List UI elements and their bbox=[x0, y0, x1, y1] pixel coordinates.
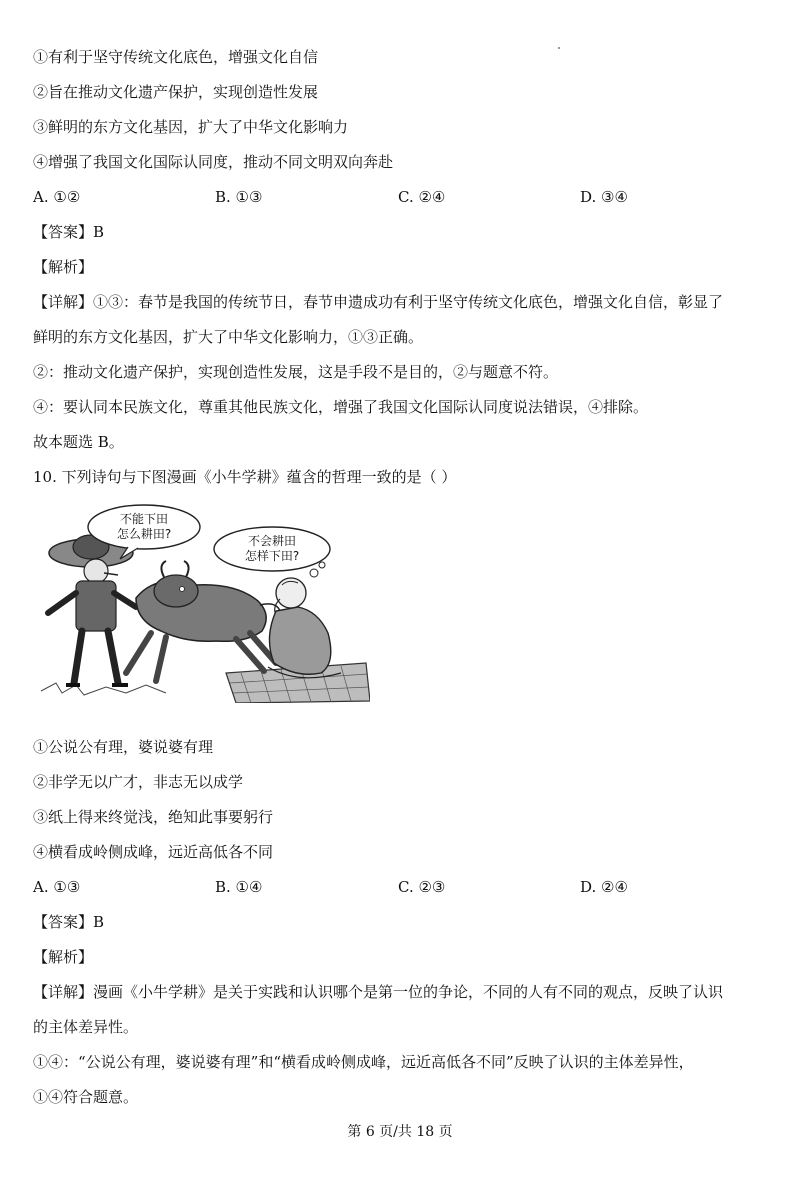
calf-figure bbox=[126, 561, 280, 681]
q9-option-b: B. ①③ bbox=[215, 188, 263, 206]
speech-bubble-right bbox=[214, 527, 330, 571]
scan-speck bbox=[558, 47, 560, 49]
q10-detail-line-3: ①④：“公说公有理，婆说婆有理”和“横看成岭侧成峰，远近高低各不同”反映了认识的主体差异性， bbox=[33, 1053, 694, 1071]
q9-detail-line-2: 鲜明的东方文化基因，扩大了中华文化影响力，①③正确。 bbox=[33, 328, 424, 346]
q10-statement-1: ①公说公有理，婆说婆有理 bbox=[33, 738, 214, 756]
old-man-figure bbox=[268, 578, 341, 678]
page-footer: 第 6 页/共 18 页 bbox=[347, 1124, 453, 1140]
q10-statement-4: ④横看成岭侧成峰，远近高低各不同 bbox=[33, 843, 274, 861]
bubble-right-line-1: 不会耕田 bbox=[247, 534, 297, 548]
q9-detail-line-1: 【详解】①③：春节是我国的传统节日，春节申遗成功有利于坚守传统文化底色，增强文化自信，彰显了 bbox=[33, 293, 724, 311]
q9-option-c: C. ②④ bbox=[398, 188, 446, 206]
q9-detail-line-3: ②：推动文化遗产保护，实现创造性发展，这是手段不是目的，②与题意不符。 bbox=[33, 363, 559, 381]
grass bbox=[41, 683, 166, 695]
q9-option-d: D. ③④ bbox=[580, 188, 628, 206]
q10-statement-3: ③纸上得来终觉浅，绝知此事要躬行 bbox=[33, 808, 274, 826]
q10-detail-line-1: 【详解】漫画《小牛学耕》是关于实践和认识哪个是第一位的争论，不同的人有不同的观点，反映了认识 bbox=[33, 983, 724, 1001]
q10-option-d: D. ②④ bbox=[580, 878, 628, 896]
q9-statement-2: ②旨在推动文化遗产保护，实现创造性发展 bbox=[33, 83, 319, 101]
q10-option-c: C. ②③ bbox=[398, 878, 446, 896]
cartoon-xiaoniu-xuegeng bbox=[36, 503, 370, 703]
q10-option-a: A. ①③ bbox=[33, 878, 81, 896]
q10-statement-2: ②非学无以广才，非志无以成学 bbox=[33, 773, 244, 791]
q9-statement-4: ④增强了我国文化国际认同度，推动不同文明双向奔赴 bbox=[33, 153, 394, 171]
q9-answer: 【答案】B bbox=[33, 223, 105, 241]
bubble-left-line-2: 怎么耕田? bbox=[116, 527, 172, 541]
q9-conclusion: 故本题选 B。 bbox=[33, 433, 124, 451]
farmer-head bbox=[84, 559, 108, 583]
q10-detail-line-2: 的主体差异性。 bbox=[33, 1018, 139, 1036]
farmer-body bbox=[76, 581, 116, 631]
q10-option-b: B. ①④ bbox=[215, 878, 263, 896]
thought-dot bbox=[310, 569, 318, 577]
q9-option-a: A. ①② bbox=[33, 188, 81, 206]
q10-answer: 【答案】B bbox=[33, 913, 105, 931]
q10-detail-line-4: ①④符合题意。 bbox=[33, 1088, 139, 1106]
q9-statement-1: ①有利于坚守传统文化底色，增强文化自信 bbox=[33, 48, 319, 66]
thought-dot bbox=[319, 562, 325, 568]
q9-statement-3: ③鲜明的东方文化基因，扩大了中华文化影响力 bbox=[33, 118, 349, 136]
calf-head bbox=[154, 575, 198, 607]
q9-detail-line-4: ④：要认同本民族文化，尊重其他民族文化，增强了我国文化国际认同度说法错误，④排除。 bbox=[33, 398, 649, 416]
q10-stem: 10. 下列诗句与下图漫画《小牛学耕》蕴含的哲理一致的是（ ） bbox=[33, 468, 457, 486]
old-man-robe bbox=[269, 607, 330, 674]
q9-analysis-label: 【解析】 bbox=[33, 258, 94, 276]
bubble-right-line-2: 怎样下田? bbox=[244, 549, 300, 563]
bubble-left-line-1: 不能下田 bbox=[119, 512, 169, 526]
old-man-head bbox=[276, 578, 306, 608]
q10-analysis-label: 【解析】 bbox=[33, 948, 94, 966]
